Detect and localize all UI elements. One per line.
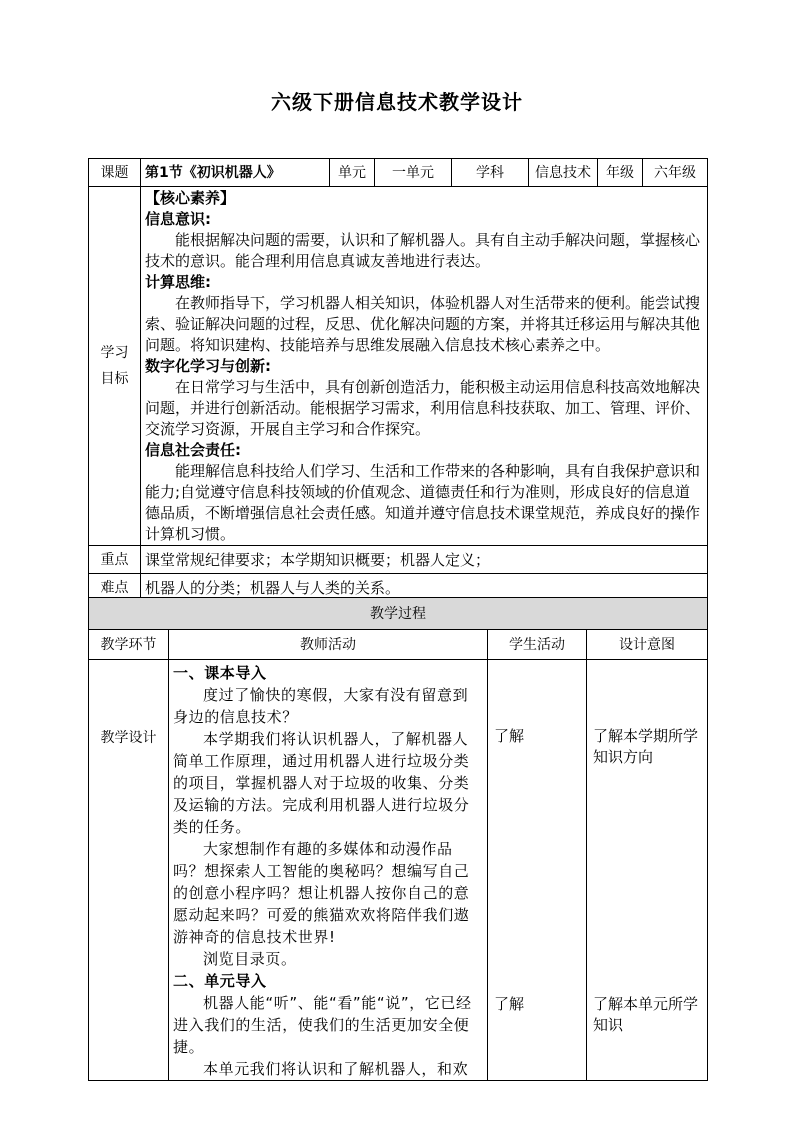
goals-label-line-2: 目标 [100, 371, 129, 387]
stage-label-text: 教学设计 [100, 730, 157, 746]
section-2-heading: 二、单元导入 [173, 972, 267, 990]
section-1-para-4: 浏览目录页。 [203, 950, 297, 968]
section-1-para-1: 度过了愉快的寒假，大家有没有留意到身边的信息技术？ [173, 686, 469, 726]
design-intent-1: 了解本学期所学知识方向 [593, 727, 699, 766]
difficult-points-label: 难点 [89, 574, 141, 602]
learning-goals-row [89, 187, 708, 546]
section-1-heading: 一、课本导入 [173, 664, 267, 682]
key-points-label: 重点 [89, 546, 141, 574]
lesson-value: 第1节《初识机器人》 [141, 159, 330, 187]
design-intent [587, 660, 708, 1081]
student-activity-1: 了解 [494, 727, 525, 745]
stage-label [89, 660, 169, 1081]
social-responsibility-text: 能理解信息科技给人们学习、生活和工作带来的各种影响，具有自我保护意识和能力;自觉遵守信息科技领域的价值观念、道德责任和行为准则，形成良好的信息道德品质，不断增强信息社会责任感。知道并遵守信息技术课堂规范，养成良好的操作计算机习惯。 [145, 462, 701, 543]
section-1-para-3: 大家想制作有趣的多媒体和动漫作品吗？想探索人工智能的奥秘吗？想编写自己的创意小程序吗？想让机器人按你自己的意愿动起来吗？可爱的熊猫欢欢将陪伴我们遨游神奇的信息技术世界! [173, 840, 470, 946]
student-activity-2: 了解 [494, 995, 525, 1013]
document-title: 六级下册信息技术教学设计 [271, 90, 523, 114]
subject-label: 学科 [452, 159, 529, 187]
difficult-points-text: 机器人的分类；机器人与人类的关系。 [141, 574, 708, 602]
computational-thinking-text: 在教师指导下，学习机器人相关知识，体验机器人对生活带来的便利。能尝试搜索、验证解决问题的过程，反思、优化解决问题的方案，并将其迁移运用与解决其他问题。将知识建构、技能培养与思维发展融入信息技术核心素养之中。 [145, 294, 701, 354]
student-activity [488, 660, 587, 1081]
section-2-para-1: 机器人能“听”、能“看”能“说”，它已经进入我们的生活，使我们的生活更加安全便捷。 [173, 994, 472, 1056]
key-points-text: 课堂常规纪律要求；本学期知识概要；机器人定义； [141, 546, 708, 574]
teaching-process-table [88, 597, 708, 1081]
process-columns-row [89, 630, 708, 660]
col-intent: 设计意图 [587, 630, 708, 660]
info-awareness-heading: 信息意识: [145, 210, 211, 228]
grade-label: 年级 [598, 159, 643, 187]
key-points-row [89, 546, 708, 574]
digital-learning-heading: 数字化学习与创新: [145, 357, 271, 375]
digital-learning-text: 在日常学习与生活中，具有创新创造活力，能积极主动运用信息科技高效地解决问题，并进行创新活动。能根据学习需求，利用信息科技获取、加工、管理、评价、交流学习资源，开展自主学习和合作探究。 [145, 378, 701, 438]
subject-value: 信息技术 [529, 159, 598, 187]
col-student: 学生活动 [488, 630, 587, 660]
section-2-para-2: 本单元我们将认识和了解机器人，和欢 [203, 1060, 469, 1078]
social-responsibility-heading: 信息社会责任: [145, 441, 241, 459]
info-awareness-text: 能根据解决问题的需要，认识和了解机器人。具有自主动手解决问题，掌握核心技术的意识。能合理利用信息真诚友善地进行表达。 [145, 231, 701, 270]
lesson-info-row [89, 159, 708, 187]
lesson-label: 课题 [89, 159, 141, 187]
design-intent-2: 了解本单元所学知识 [593, 995, 699, 1034]
unit-label: 单元 [330, 159, 375, 187]
grade-value: 六年级 [643, 159, 708, 187]
unit-value: 一单元 [375, 159, 452, 187]
col-stage: 教学环节 [89, 630, 169, 660]
process-content-row [89, 660, 708, 1081]
core-literacy-heading: 【核心素养】 [145, 189, 236, 207]
goals-label [89, 187, 141, 546]
lesson-info-table [88, 158, 708, 602]
section-1-para-2: 本学期我们将认识机器人，了解机器人简单工作原理，通过用机器人进行垃圾分类的项目，掌握机器人对于垃圾的收集、分类及运输的方法。完成利用机器人进行垃圾分类的任务。 [173, 730, 470, 836]
goals-content [141, 187, 708, 546]
goals-label-line-1: 学习 [100, 345, 129, 361]
teacher-activity [169, 660, 488, 1081]
process-header-row [89, 598, 708, 630]
process-header: 教学过程 [89, 598, 708, 630]
col-teacher: 教师活动 [169, 630, 488, 660]
computational-thinking-heading: 计算思维: [145, 273, 211, 291]
